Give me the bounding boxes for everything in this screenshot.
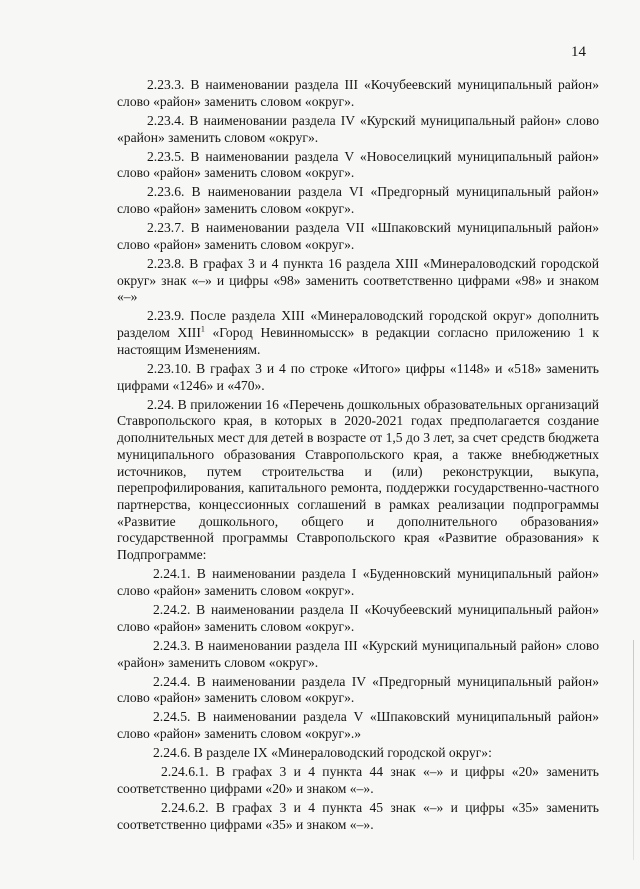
paragraph-2-24-3: 2.24.3. В наименовании раздела III «Курский муниципальный район» слово «район» заменить словом «округ». xyxy=(117,637,599,670)
paragraph-2-23-7: 2.23.7. В наименовании раздела VII «Шпаковский муниципальный район» слово «район» заменить словом «округ». xyxy=(117,220,599,252)
paragraph-2-24-4: 2.24.4. В наименовании раздела IV «Предгорный муниципальный район» слово «район» заменить словом «округ». xyxy=(117,673,599,706)
paragraph-2-24-6: 2.24.6. В разделе IX «Минераловодский городской округ»: xyxy=(153,745,492,761)
page-number: 14 xyxy=(571,44,586,60)
paragraph-2-24-6-1: 2.24.6.1. В графах 3 и 4 пункта 44 знак «–» и цифры «20» заменить соответственно цифрами «20» и знаком «–». xyxy=(117,764,599,796)
document-body xyxy=(117,77,599,836)
paragraph-2-23-6: 2.23.6. В наименовании раздела VI «Предгорный муниципальный район» слово «район» заменить словом «округ». xyxy=(117,184,599,217)
paragraph-2-23-8: 2.23.8. В графах 3 и 4 пункта 16 раздела XIII «Минераловодский городской округ» знак «–» и цифры «98» заменить соответственно цифрами «98» и знаком «–» xyxy=(117,255,599,305)
paragraph-2-23-9 xyxy=(117,308,599,358)
paragraph-2-24-5: 2.24.5. В наименовании раздела V «Шпаковский муниципальный район» слово «район» заменить словом «округ».» xyxy=(117,709,599,742)
paragraph-2-24-6-2: 2.24.6.2. В графах 3 и 4 пункта 45 знак «–» и цифры «35» заменить соответственно цифрами «35» и знаком «–». xyxy=(117,800,599,832)
paragraph-2-23-3: 2.23.3. В наименовании раздела III «Кочубеевский муниципальный район» слово «район» заменить словом «округ». xyxy=(117,77,599,109)
scan-edge-mark xyxy=(633,640,634,860)
paragraph-2-23-9-text-cont: «Город Невинномысск» в редакции согласно приложению 1 к настоящим Изменениям. xyxy=(117,325,599,357)
paragraph-2-23-10: 2.23.10. В графах 3 и 4 по строке «Итого» цифры «1148» и «518» заменить цифрами «1246» и «470». xyxy=(117,360,599,393)
paragraph-2-24: 2.24. В приложении 16 «Перечень дошкольных образовательных организаций Ставропольского края, в которых в 2020-2021 годах предполагается создание дополнительных мест для детей в возрасте от 1,5 до 3 лет, за счет средств бюджета муниципального образования Ставропольского края, а также внебюджетных источников, путем строительства и (или) реконструкции, выкупа, перепрофилирования, капитального ремонта, поддержки государственно-частного партнерства, концессионных соглашений в рамках реализации подпрограммы «Развитие дошкольного, общего и дополнительного образования» государственной программы Ставропольского края «Развитие образования» к Подпрограмме: xyxy=(117,396,599,563)
paragraph-2-23-5: 2.23.5. В наименовании раздела V «Новоселицкий муниципальный район» слово «район» заменить словом «округ». xyxy=(117,148,599,181)
paragraph-2-23-9-text: 2.23.9. После раздела XIII «Минераловодский городской округ» дополнить разделом XIII xyxy=(117,308,599,341)
paragraph-2-24-1: 2.24.1. В наименовании раздела I «Буденновский муниципальный район» слово «район» заменить словом «округ». xyxy=(117,566,599,598)
paragraph-2-24-2: 2.24.2. В наименовании раздела II «Кочубеевский муниципальный район» слово «район» заменить словом «округ». xyxy=(117,602,599,634)
paragraph-2-23-4: 2.23.4. В наименовании раздела IV «Курский муниципальный район» слово «район» заменить словом «округ». xyxy=(117,112,599,145)
section-superscript: 1 xyxy=(200,324,205,334)
